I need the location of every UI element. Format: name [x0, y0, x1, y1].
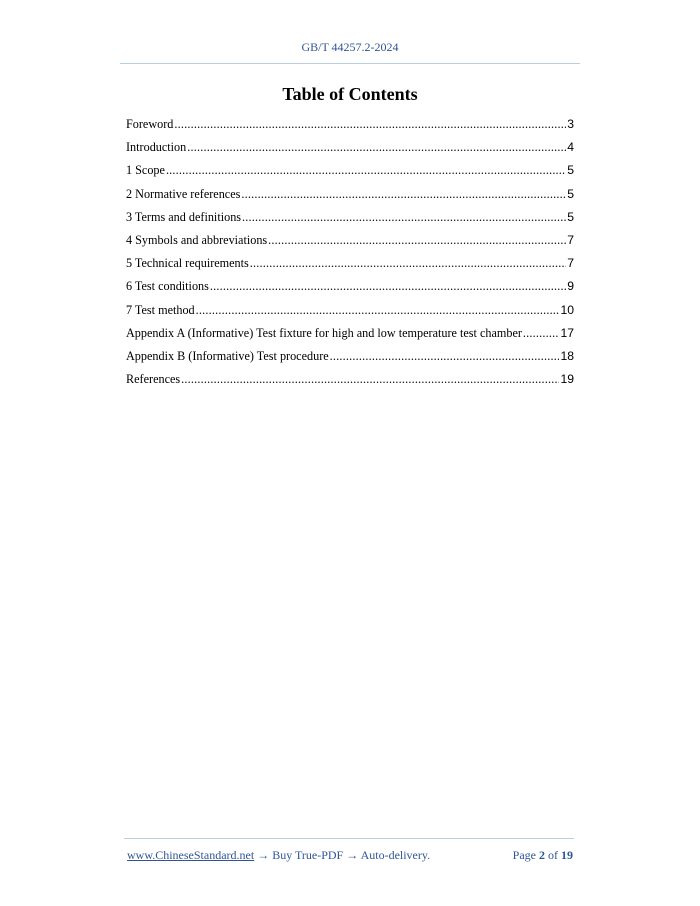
toc-dot-leader — [187, 140, 566, 155]
toc-entry-references[interactable] — [126, 372, 574, 395]
toc-entry-page: 10 — [560, 302, 574, 317]
footer-divider — [124, 838, 574, 839]
toc-entry-page: 5 — [567, 163, 574, 178]
toc-entry-page: 3 — [567, 117, 574, 131]
toc-entry-page: 7 — [567, 256, 574, 271]
promo-text: → Buy True-PDF → Auto-delivery. — [254, 848, 431, 862]
toc-entry-page: 7 — [567, 232, 574, 247]
toc-entry-foreword[interactable] — [126, 117, 574, 140]
page-total: 19 — [561, 848, 573, 862]
toc-dot-leader — [166, 163, 566, 178]
toc-entry-appendix-b[interactable] — [126, 349, 574, 372]
toc-entry-label: 6 Test conditions — [126, 279, 209, 294]
toc-entry-page: 17 — [560, 325, 574, 340]
toc-entry-page: 18 — [560, 348, 574, 363]
toc-dot-leader — [181, 372, 559, 387]
toc-entry-page: 9 — [567, 279, 574, 294]
toc-entry-label: Appendix B (Informative) Test procedure — [126, 348, 329, 363]
header-divider — [120, 63, 580, 64]
toc-dot-leader — [523, 326, 560, 341]
page-title: Table of Contents — [282, 84, 418, 104]
toc-entry-introduction[interactable] — [126, 140, 574, 163]
toc-dot-leader — [330, 349, 560, 364]
toc-entry-page: 5 — [567, 186, 574, 201]
toc-dot-leader — [241, 187, 566, 202]
document-number: GB/T 44257.2-2024 — [301, 40, 399, 54]
toc-entry-label: Introduction — [126, 140, 187, 155]
footer-promo — [127, 848, 430, 863]
toc-entry-page: 5 — [567, 209, 574, 224]
toc-entry-label: 5 Technical requirements — [126, 256, 249, 271]
toc-dot-leader — [196, 303, 560, 318]
toc-entry-test-method[interactable] — [126, 303, 574, 326]
table-of-contents — [126, 117, 574, 395]
toc-entry-normative-references[interactable] — [126, 187, 574, 210]
toc-entry-label: 2 Normative references — [126, 186, 241, 201]
toc-dot-leader — [174, 117, 566, 132]
site-link[interactable]: www.ChineseStandard.net — [127, 848, 255, 862]
of-word: of — [548, 848, 558, 862]
page-indicator — [513, 848, 573, 863]
toc-dot-leader — [250, 256, 566, 271]
toc-entry-appendix-a[interactable] — [126, 326, 574, 349]
toc-dot-leader — [242, 210, 566, 225]
toc-entry-page: 19 — [560, 372, 574, 387]
toc-entry-terms-and-definitions[interactable] — [126, 210, 574, 233]
toc-entry-scope[interactable] — [126, 163, 574, 186]
toc-entry-test-conditions[interactable] — [126, 279, 574, 302]
toc-entry-technical-requirements[interactable] — [126, 256, 574, 279]
toc-entry-label: 1 Scope — [126, 163, 165, 178]
toc-entry-label: 3 Terms and definitions — [126, 209, 242, 224]
toc-dot-leader — [268, 233, 566, 248]
toc-entry-symbols-and-abbreviations[interactable] — [126, 233, 574, 256]
toc-entry-label: Appendix A (Informative) Test fixture for high and low temperature test chamber — [126, 325, 522, 340]
toc-entry-label: 4 Symbols and abbreviations — [126, 232, 268, 247]
toc-entry-label: Foreword — [126, 117, 174, 131]
toc-entry-label: 7 Test method — [126, 302, 195, 317]
page-current: 2 — [539, 848, 545, 862]
toc-entry-label: References — [126, 372, 181, 387]
toc-dot-leader — [210, 279, 566, 294]
toc-entry-page: 4 — [567, 140, 574, 155]
document-header — [0, 40, 700, 55]
page-word: Page — [512, 848, 536, 862]
